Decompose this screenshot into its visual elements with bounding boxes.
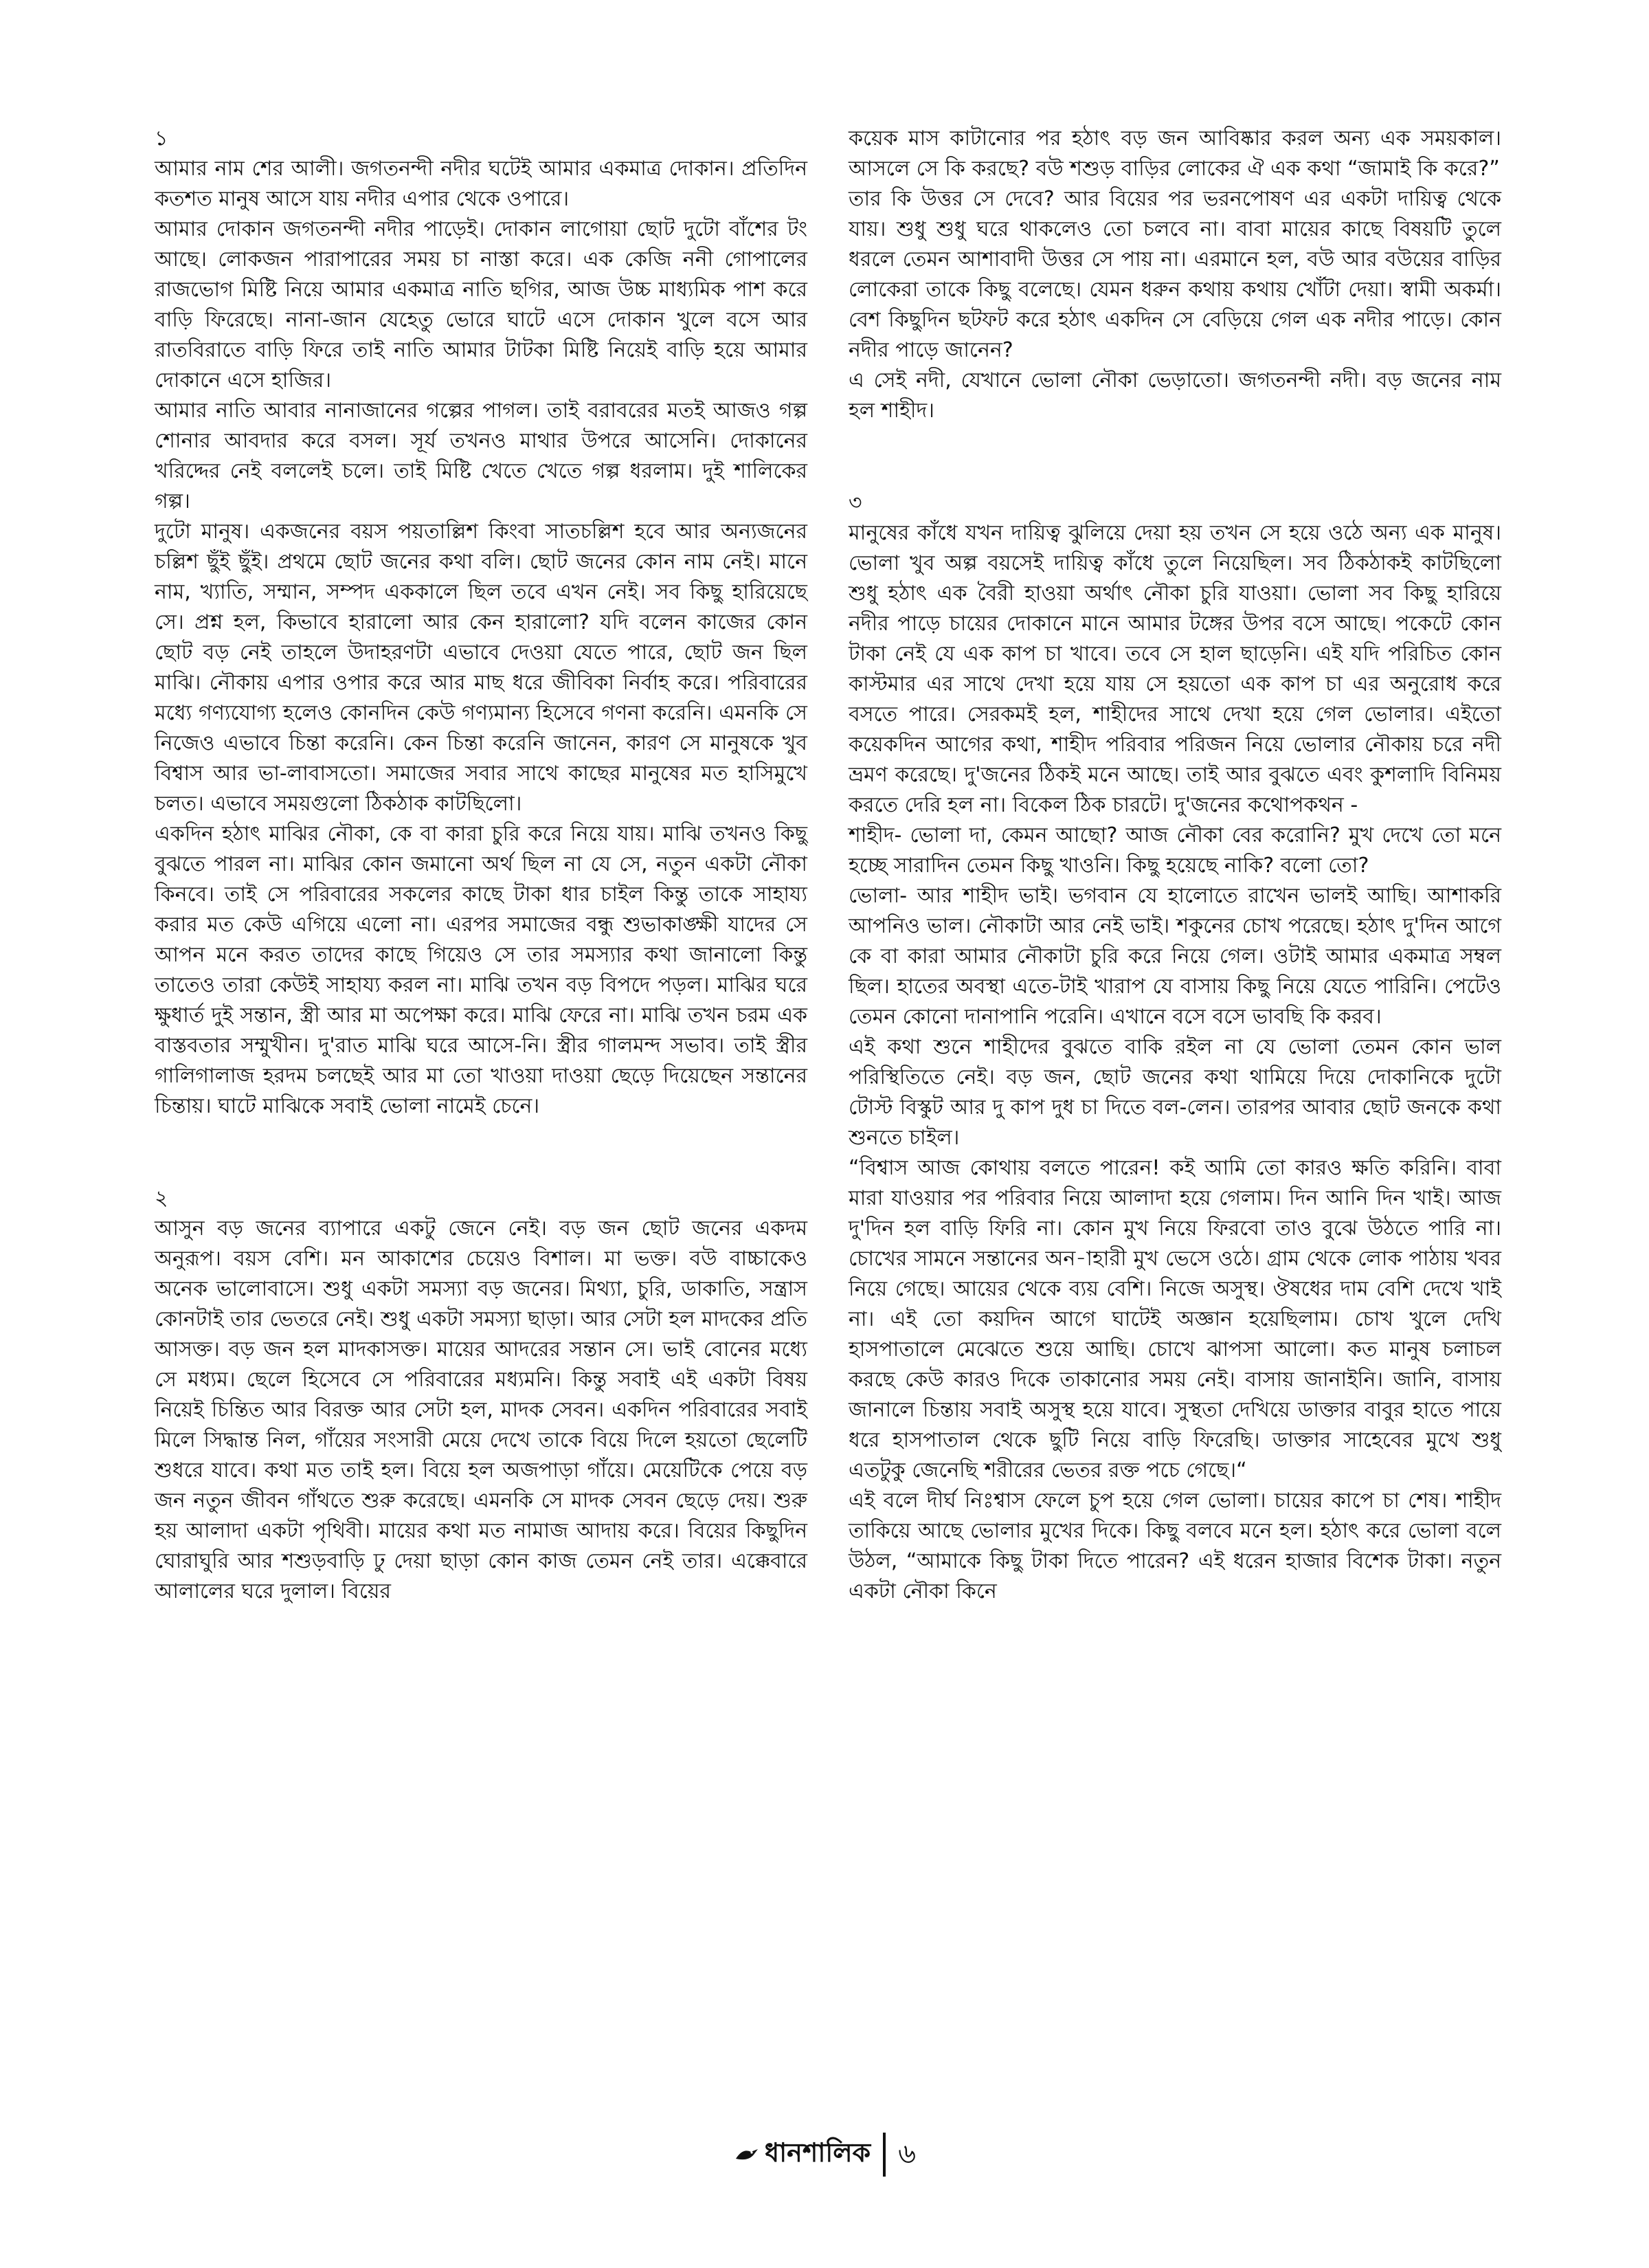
paragraph: কয়েক মাস কাটানোর পর হঠাৎ বড় জন আবিষ্কার করল অন্য এক সময়কাল। আসলে সে কি করছে? বউ শশুড় বাড়ির লোকের ঐ এক কথা “জামাই কি করে?”: [849, 126, 1501, 181]
paragraph: আসুন বড় জনের ব্যাপারে একটু জেনে নেই। বড় জন ছোট জনের একদম অনুরূপ। বয়স বেশি। মন আকাশের চেয়েও বিশাল। মা ভক্ত। বউ বাচ্চাকেও অনেক ভালোবাসে। শুধু একটা সমস্যা বড় জনের। মিথ্যা, চুরি, ডাকাতি, সন্ত্রাস কোনটাই তার ভেতরে নেই। শুধু একটা সমস্যা ছাড়া। আর সেটা হল মাদকের প্রতি আসক্ত। বড় জন হল মাদকাসক্ত। মায়ের আদরের সন্তান সে। ভাই বোনের মধ্যে সে মধ্যম। ছেলে হিসেবে সে পরিবারের মধ্যমনি। কিন্তু সবাই এই একটা বিষয় নিয়েই চিন্তিত আর বিরক্ত আর সেটা হল, মাদক সেবন। একদিন পরিবারের সবাই মিলে সিদ্ধান্ত নিল, গাঁয়ের সংসারী মেয়ে দেখে তাকে বিয়ে দিলে হয়তো ছেলেটি শুধরে যাবে। কথা মত তাই হল। বিয়ে হল অজপাড়া গাঁয়ে। মেয়েটিকে পেয়ে বড় জন নতুন জীবন গাঁথতে শুরু করেছে। এমনকি সে মাদক সেবন ছেড়ে দেয়। শুরু হয় আলাদা একটা পৃথিবী। মায়ের কথা মত নামাজ আদায় করে। বিয়ের কিছুদিন ঘোরাঘুরি আর শশুড়বাড়ি ঢু দেয়া ছাড়া কোন কাজ তেমন নেই তার। এক্কেবারে আলালের ঘরে দুলাল। বিয়ের: [155, 1216, 807, 1603]
footer: [0, 2124, 1649, 2186]
section-number: ৩: [849, 491, 862, 515]
page-number: ৬: [898, 2137, 917, 2170]
paragraph: এই কথা শুনে শাহীদের বুঝতে বাকি রইল না যে ভোলা তেমন কোন ভাল পরিস্থিতিতে নেই। বড় জন, ছোট জনের কথা থামিয়ে দিয়ে দোকানিকে দুটো টোস্ট বিস্কুট আর দু কাপ দুধ চা দিতে বল-লেন। তারপর আবার ছোট জনকে কথা শুনতে চাইল।: [849, 1035, 1501, 1150]
paragraph: আমার নাতি আবার নানাজানের গল্পের পাগল। তাই বরাবরের মতই আজও গল্প শোনার আবদার করে বসল। সূর্য তখনও মাথার উপরে আসেনি। দোকানের খরিদ্দের নেই বললেই চলে। তাই মিষ্টি খেতে খেতে গল্প ধরলাম। দুই শালিকের গল্প।: [155, 399, 807, 513]
left-column: [155, 124, 807, 1607]
section-number: ১: [155, 126, 168, 151]
paragraph: মানুষের কাঁধে যখন দায়িত্ব ঝুলিয়ে দেয়া হয় তখন সে হয়ে ওঠে অন্য এক মানুষ। ভোলা খুব অল্প বয়সেই দায়িত্ব কাঁধে তুলে নিয়েছিল। সব ঠিকঠাকই কাটছিলো শুধু হঠাৎ এক বৈরী হাওয়া অর্থাৎ নৌকা চুরি যাওয়া। ভোলা সব কিছু হারিয়ে নদীর পাড়ে চায়ের দোকানে মানে আমার টঙ্গের উপর বসে আছে। পকেটে কোন টাকা নেই যে এক কাপ চা খাবে। তবে সে হাল ছাড়েনি। এই যদি পরিচিত কোন কাস্টমার এর সাথে দেখা হয়ে যায় সে হয়তো এক কাপ চা এর অনুরোধ করে বসতে পারে। সেরকমই হল, শাহীদের সাথে দেখা হয়ে গেল ভোলার। এইতো কয়েকদিন আগের কথা, শাহীদ পরিবার পরিজন নিয়ে ভোলার নৌকায় চরে নদী ভ্রমণ করেছে। দু'জনের ঠিকই মনে আছে। তাই আর বুঝতে এবং কুশলাদি বিনিময় করতে দেরি হল না। বিকেল ঠিক চারটে। দু'জনের কথোপকথন -: [849, 521, 1501, 817]
paragraph: আমার দোকান জগতনন্দী নদীর পাড়েই। দোকান লাগোয়া ছোট দুটো বাঁশের টং আছে। লোকজন পারাপারের সময় চা নাস্তা করে। এক কেজি ননী গোপালের রাজভোগ মিষ্টি নিয়ে আমার একমাত্র নাতি ছগির, আজ উচ্চ মাধ্যমিক পাশ করে বাড়ি ফিরেছে। নানা-জান যেহেতু ভোরে ঘাটে এসে দোকান খুলে বসে আর রাতবিরাতে বাড়ি ফিরে তাই নাতি আমার টাটকা মিষ্টি নিয়েই বাড়ি হয়ে আমার দোকানে এসে হাজির।: [155, 217, 807, 392]
paragraph: এই বলে দীর্ঘ নিঃশ্বাস ফেলে চুপ হয়ে গেল ভোলা। চায়ের কাপে চা শেষ। শাহীদ তাকিয়ে আছে ভোলার মুখের দিকে। কিছু বলবে মনে হল। হঠাৎ করে ভোলা বলে উঠল, “আমাকে কিছু টাকা দিতে পারেন? এই ধরেন হাজার বিশেক টাকা। নতুন একটা নৌকা কিনে: [849, 1489, 1501, 1603]
magazine-logo: [733, 2133, 871, 2177]
paragraph: একদিন হঠাৎ মাঝির নৌকা, কে বা কারা চুরি করে নিয়ে যায়। মাঝি তখনও কিছু বুঝতে পারল না। মাঝির কোন জমানো অর্থ ছিল না যে সে, নতুন একটা নৌকা কিনবে। তাই সে পরিবারের সকলের কাছে টাকা ধার চাইল কিন্তু তাকে সাহায্য করার মত কেউ এগিয়ে এলো না। এরপর সমাজের বন্ধু শুভাকাঙ্ক্ষী যাদের সে আপন মনে করত তাদের কাছে গিয়েও সে তার সমস্যার কথা জানালো কিন্তু তাতেও তারা কেউই সাহায্য করল না। মাঝি তখন বড় বিপদে পড়ল। মাঝির ঘরে ক্ষুধার্ত দুই সন্তান, স্ত্রী আর মা অপেক্ষা করে। মাঝি ফেরে না। মাঝি তখন চরম এক বাস্তবতার সম্মুখীন। দু'রাত মাঝি ঘরে আসে-নি। স্ত্রীর গালমন্দ সভাব। তাই স্ত্রীর গালিগালাজ হরদম চলছেই আর মা তো খাওয়া দাওয়া ছেড়ে দিয়েছেন সন্তানের চিন্তায়। ঘাটে মাঝিকে সবাই ভোলা নামেই চেনে।: [155, 822, 807, 1118]
paragraph: শাহীদ- ভোলা দা, কেমন আছো? আজ নৌকা বের করোনি? মুখ দেখে তো মনে হচ্ছে সারাদিন তেমন কিছু খাওনি। কিছু হয়েছে নাকি? বলো তো?: [849, 823, 1501, 878]
section-number: ২: [155, 1186, 168, 1210]
bird-icon: [733, 2145, 761, 2164]
paragraph: ভোলা- আর শাহীদ ভাই। ভগবান যে হালোতে রাখেন ভালই আছি। আশাকরি আপনিও ভাল। নৌকাটা আর নেই ভাই। শকুনের চোখ পরেছে। হঠাৎ দু'দিন আগে কে বা কারা আমার নৌকাটা চুরি করে নিয়ে গেল। ওটাই আমার একমাত্র সম্বল ছিল। হাতের অবস্থা এতে-টাই খারাপ যে বাসায় কিছু নিয়ে যেতে পারিনি। পেটেও তেমন কোনো দানাপানি পরেনি। এখানে বসে বসে ভাবছি কি করব।: [849, 884, 1501, 1029]
paragraph: আমার নাম শের আলী। জগতনন্দী নদীর ঘটেই আমার একমাত্র দোকান। প্রতিদিন কতশত মানুষ আসে যায় নদীর এপার থেকে ওপারে।: [155, 157, 807, 211]
paragraph: “বিশ্বাস আজ কোথায় বলতে পারেন! কই আমি তো কারও ক্ষতি করিনি। বাবা মারা যাওয়ার পর পরিবার নিয়ে আলাদা হয়ে গেলাম। দিন আনি দিন খাই। আজ দু'দিন হল বাড়ি ফিরি না। কোন মুখ নিয়ে ফিরবো তাও বুঝে উঠতে পারি না। চোখের সামনে সন্তানের অন-াহারী মুখ ভেসে ওঠে। গ্রাম থেকে লোক পাঠায় খবর নিয়ে গেছে। আয়ের থেকে ব্যয় বেশি। নিজে অসুস্থ। ঔষধের দাম বেশি দেখে খাই না। এই তো কয়দিন আগে ঘাটেই অজ্ঞান হয়েছিলাম। চোখ খুলে দেখি হাসপাতালে মেঝেতে শুয়ে আছি। চোখে ঝাপসা আলো। কত মানুষ চলাচল করছে কেউ কারও দিকে তাকানোর সময় নেই। বাসায় জানাইনি। জানি, বাসায় জানালে চিন্তায় সবাই অসুস্থ হয়ে যাবে। সুস্থতা দেখিয়ে ডাক্তার বাবুর হাতে পায়ে ধরে হাসপাতাল থেকে ছুটি নিয়ে বাড়ি ফিরেছি। ডাক্তার সাহেবের মুখে শুধু এতটুকু জেনেছি শরীরের ভেতর রক্ত পচে গেছে।“: [849, 1156, 1501, 1482]
paragraph: তার কি উত্তর সে দেবে? আর বিয়ের পর ভরনপোষণ এর একটা দায়িত্ব থেকে যায়। শুধু শুধু ঘরে থাকলেও তো চলবে না। বাবা মায়ের কাছে বিষয়টি তুলে ধরলে তেমন আশাবাদী উত্তর সে পায় না। এরমানে হল, বউ আর বউয়ের বাড়ির লোকেরা তাকে কিছু বলেছে। যেমন ধরুন কথায় কথায় খোঁটা দেয়া। স্বামী অকর্মা। বেশ কিছুদিন ছটফট করে হঠাৎ একদিন সে বেড়িয়ে গেল এক নদীর পাড়ে। কোন নদীর পাড়ে জানেন?: [849, 187, 1501, 362]
paragraph: দুটো মানুষ। একজনের বয়স পয়তাল্লিশ কিংবা সাতচল্লিশ হবে আর অন্যজনের চল্লিশ ছুঁই ছুঁই। প্রথমে ছোট জনের কথা বলি। ছোট জনের কোন নাম নেই। মানে নাম, খ্যাতি, সম্মান, সম্পদ এককালে ছিল তবে এখন নেই। সব কিছু হারিয়েছে সে। প্রশ্ন হল, কিভাবে হারালো আর কেন হারালো? যদি বলেন কাজের কোন ছোট বড় নেই তাহলে উদাহরণটা এভাবে দেওয়া যেতে পারে, ছোট জন ছিল মাঝি। নৌকায় এপার ওপার করে আর মাছ ধরে জীবিকা নির্বাহ করে। পরিবারের মধ্যে গণ্যযোগ্য হলেও কোনদিন কেউ গণ্যমান্য হিসেবে গণনা করেনি। এমনকি সে নিজেও এভাবে চিন্তা করেনি। কেন চিন্তা করেনি জানেন, কারণ সে মানুষকে খুব বিশ্বাস আর ভা-লাবাসতো। সমাজের সবার সাথে কাছের মানুষের মত হাসিমুখে চলত। এভাবে সময়গুলো ঠিকঠাক কাটছিলো।: [155, 520, 807, 816]
right-column: [849, 124, 1501, 1607]
paragraph: এ সেই নদী, যেখানে ভোলা নৌকা ভেড়াতো। জগতনন্দী নদী। বড় জনের নাম হল শাহীদ।: [849, 368, 1501, 423]
footer-divider: [883, 2133, 886, 2177]
logo-text: ধানশালিক: [764, 2137, 871, 2168]
